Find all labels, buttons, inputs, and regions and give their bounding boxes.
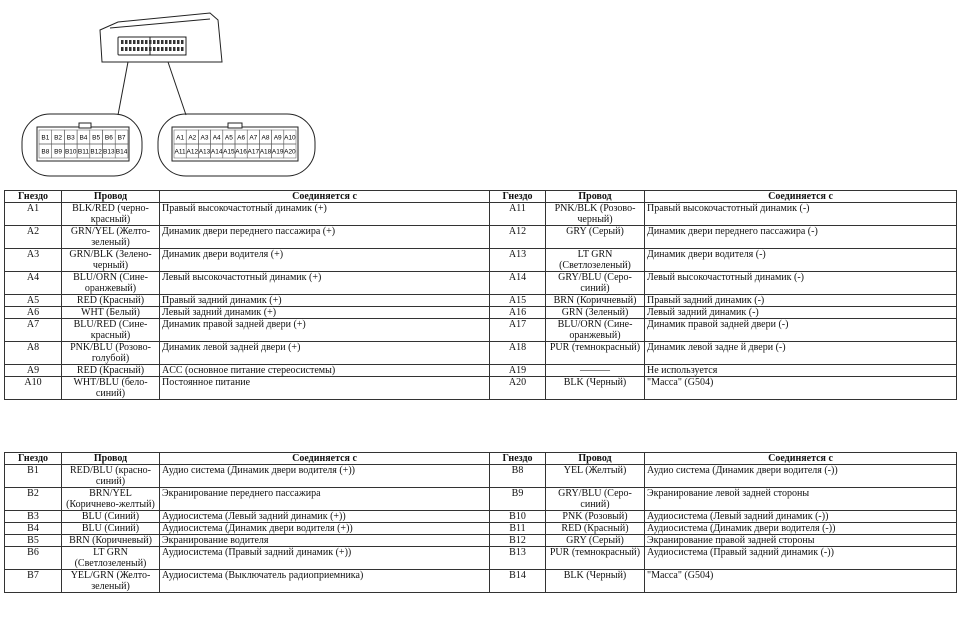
wire-color-cell: GRY (Серый)	[546, 226, 645, 249]
wire-color-cell: PUR (темнокрасный)	[546, 342, 645, 365]
pin-label: B10	[64, 148, 77, 156]
pin-label: A4	[212, 134, 221, 142]
head-unit-pin	[145, 47, 148, 51]
connects-to-cell: Левый задний динамик (+)	[160, 307, 490, 319]
wire-color-cell: GRY/BLU (Серо-синий)	[546, 272, 645, 295]
pin-id-cell: B12	[490, 535, 546, 547]
pin-id-cell: B10	[490, 511, 546, 523]
head-unit-pin	[149, 40, 152, 44]
pin-label: B7	[117, 134, 126, 142]
pin-table-a	[4, 190, 957, 400]
head-unit-pin	[173, 47, 176, 51]
connects-to-cell: "Масса" (G504)	[645, 377, 957, 400]
pin-label: A12	[186, 148, 199, 156]
wire-color-cell: RED/BLU (красно-синий)	[62, 465, 160, 488]
table-row	[5, 547, 957, 570]
connects-to-cell: "Масса" (G504)	[645, 570, 957, 593]
head-unit-pin	[161, 47, 164, 51]
connector-diagram	[0, 0, 960, 190]
table-row	[5, 342, 957, 365]
wire-color-cell: GRY (Серый)	[546, 535, 645, 547]
wire-color-cell: BLU/RED (Сине-красный)	[62, 319, 160, 342]
head-unit-pin	[141, 40, 144, 44]
table-row	[5, 203, 957, 226]
connects-to-cell: Экранирование левой задней стороны	[645, 488, 957, 511]
wire-color-cell: YEL/GRN (Желто-зеленый)	[62, 570, 160, 593]
wire-color-cell: RED (Красный)	[546, 523, 645, 535]
wire-color-cell: WHT/BLU (бело-синий)	[62, 377, 160, 400]
pin-label: B2	[54, 134, 63, 142]
connects-to-cell: Правый высокочастотный динамик (+)	[160, 203, 490, 226]
head-unit-pins	[121, 40, 184, 51]
pin-id-cell: A2	[5, 226, 62, 249]
header-connects: Соединяется с	[160, 191, 490, 203]
pin-id-cell: A4	[5, 272, 62, 295]
table-header-row	[5, 191, 957, 203]
pin-label: B11	[77, 148, 89, 156]
pin-label: A2	[188, 134, 197, 142]
pin-id-cell: A10	[5, 377, 62, 400]
pin-id-cell: B14	[490, 570, 546, 593]
header-wire: Провод	[546, 453, 645, 465]
header-connects: Соединяется с	[160, 453, 490, 465]
head-unit-pin	[125, 47, 128, 51]
header-socket: Гнездо	[490, 191, 546, 203]
connects-to-cell: Динамик левой задней двери (+)	[160, 342, 490, 365]
wire-color-cell: BRN (Коричневый)	[62, 535, 160, 547]
pin-label: A16	[235, 148, 247, 156]
table-row	[5, 465, 957, 488]
header-socket: Гнездо	[490, 453, 546, 465]
pin-table-b	[4, 452, 957, 593]
head-unit-pin	[133, 47, 136, 51]
connects-to-cell: Динамик двери переднего пассажира (-)	[645, 226, 957, 249]
connects-to-cell: Левый высокочастотный динамик (-)	[645, 272, 957, 295]
pin-id-cell: A17	[490, 319, 546, 342]
pin-label: A10	[284, 134, 296, 142]
table-row	[5, 319, 957, 342]
head-unit-pin	[153, 40, 156, 44]
connects-to-cell: Аудиосистема (Выключатель радиоприемника)	[160, 570, 490, 593]
wire-color-cell: BLU/ORN (Сине-оранжевый)	[62, 272, 160, 295]
pin-label: A7	[249, 134, 258, 142]
pin-id-cell: B6	[5, 547, 62, 570]
table-row	[5, 570, 957, 593]
header-connects: Соединяется с	[645, 453, 957, 465]
connects-to-cell: Динамик двери водителя (-)	[645, 249, 957, 272]
header-wire: Провод	[546, 191, 645, 203]
head-unit-pin	[153, 47, 156, 51]
connects-to-cell: Постоянное питание	[160, 377, 490, 400]
connects-to-cell: Не используется	[645, 365, 957, 377]
pin-id-cell: A6	[5, 307, 62, 319]
pin-label: A1	[176, 134, 185, 142]
table-row	[5, 307, 957, 319]
table-row	[5, 535, 957, 547]
wire-color-cell: WHT (Белый)	[62, 307, 160, 319]
connects-to-cell: Экранирование правой задней стороны	[645, 535, 957, 547]
wire-color-cell: BRN (Коричневый)	[546, 295, 645, 307]
header-wire: Провод	[62, 453, 160, 465]
pin-id-cell: A9	[5, 365, 62, 377]
connects-to-cell: Левый высокочастотный динамик (+)	[160, 272, 490, 295]
pin-label: A9	[273, 134, 282, 142]
connects-to-cell: Правый задний динамик (+)	[160, 295, 490, 307]
pin-id-cell: B9	[490, 488, 546, 511]
pin-id-cell: B11	[490, 523, 546, 535]
pin-id-cell: A13	[490, 249, 546, 272]
head-unit-pin	[165, 47, 168, 51]
connects-to-cell: Правый высокочастотный динамик (-)	[645, 203, 957, 226]
connects-to-cell: Динамик двери переднего пассажира (+)	[160, 226, 490, 249]
pin-id-cell: A16	[490, 307, 546, 319]
pin-id-cell: A14	[490, 272, 546, 295]
head-unit-pin	[137, 40, 140, 44]
connects-to-cell: Динамик правой задней двери (-)	[645, 319, 957, 342]
head-unit-pin	[157, 47, 160, 51]
pin-id-cell: A11	[490, 203, 546, 226]
wire-color-cell: YEL (Желтый)	[546, 465, 645, 488]
pin-label: A17	[247, 148, 260, 156]
head-unit-pin	[161, 40, 164, 44]
pin-id-cell: A5	[5, 295, 62, 307]
connects-to-cell: Аудиосистема (Левый задний динамик (+))	[160, 511, 490, 523]
wire-color-cell: ———	[546, 365, 645, 377]
head-unit-pin	[121, 47, 124, 51]
wire-color-cell: LT GRN (Светлозеленый)	[62, 547, 160, 570]
connects-to-cell: Правый задний динамик (-)	[645, 295, 957, 307]
pin-id-cell: A19	[490, 365, 546, 377]
head-unit-pin	[165, 40, 168, 44]
pin-label: B4	[79, 134, 88, 142]
pin-id-cell: B3	[5, 511, 62, 523]
connects-to-cell: Динамик левой задне й двери (-)	[645, 342, 957, 365]
wire-color-cell: GRY/BLU (Серо-синий)	[546, 488, 645, 511]
connects-to-cell: Левый задний динамик (-)	[645, 307, 957, 319]
pin-label: A15	[223, 148, 235, 156]
wire-color-cell: RED (Красный)	[62, 295, 160, 307]
pin-label: A8	[261, 134, 270, 142]
table-row	[5, 295, 957, 307]
pin-id-cell: B2	[5, 488, 62, 511]
head-unit-pin	[133, 40, 136, 44]
connects-to-cell: Аудио система (Динамик двери водителя (+))	[160, 465, 490, 488]
wire-color-cell: GRN/BLK (Зелено-черный)	[62, 249, 160, 272]
head-unit-pin	[137, 47, 140, 51]
pin-label: A6	[237, 134, 246, 142]
wire-color-cell: BLU (Синий)	[62, 523, 160, 535]
pin-label: B1	[41, 134, 50, 142]
pin-label: B3	[66, 134, 75, 142]
connects-to-cell: Аудиосистема (Правый задний динамик (-))	[645, 547, 957, 570]
header-wire: Провод	[62, 191, 160, 203]
connects-to-cell: Динамик двери водителя (+)	[160, 249, 490, 272]
head-unit-drawing	[100, 13, 222, 115]
pin-label: A20	[284, 148, 296, 156]
pin-id-cell: A8	[5, 342, 62, 365]
connects-to-cell: Экранирование водителя	[160, 535, 490, 547]
pin-label: A13	[198, 148, 211, 156]
pin-label: A3	[200, 134, 209, 142]
connects-to-cell: Аудиосистема (Правый задний динамик (+))	[160, 547, 490, 570]
head-unit-pin	[177, 47, 180, 51]
table-row	[5, 523, 957, 535]
pin-label: A19	[271, 148, 284, 156]
head-unit-pin	[177, 40, 180, 44]
pin-id-cell: B5	[5, 535, 62, 547]
pin-id-cell: A3	[5, 249, 62, 272]
wire-color-cell: PNK/BLU (Розово-голубой)	[62, 342, 160, 365]
connects-to-cell: Динамик правой задней двери (+)	[160, 319, 490, 342]
pin-label: A18	[259, 148, 272, 156]
table-row	[5, 272, 957, 295]
pin-id-cell: B7	[5, 570, 62, 593]
connector-a	[158, 114, 315, 176]
header-connects: Соединяется с	[645, 191, 957, 203]
table-row	[5, 511, 957, 523]
head-unit-pin	[181, 40, 184, 44]
pin-label: B14	[115, 148, 128, 156]
table-row	[5, 377, 957, 400]
wire-color-cell: RED (Красный)	[62, 365, 160, 377]
head-unit-pin	[141, 47, 144, 51]
pin-label: B8	[41, 148, 50, 156]
wire-color-cell: BLK (Черный)	[546, 377, 645, 400]
connects-to-cell: Аудиосистема (Динамик двери водителя (-))	[645, 523, 957, 535]
connects-to-cell: Аудио система (Динамик двери водителя (-))	[645, 465, 957, 488]
pin-label: B13	[103, 148, 115, 156]
head-unit-pin	[169, 47, 172, 51]
connects-to-cell: Аудиосистема (Динамик двери водителя (+))	[160, 523, 490, 535]
pin-label: A11	[174, 148, 186, 156]
pin-id-cell: B4	[5, 523, 62, 535]
pin-id-cell: A1	[5, 203, 62, 226]
table-header-row	[5, 453, 957, 465]
pin-label: A14	[210, 148, 223, 156]
wire-color-cell: LT GRN (Светлозеленый)	[546, 249, 645, 272]
pin-id-cell: A15	[490, 295, 546, 307]
head-unit-pin	[157, 40, 160, 44]
table-row	[5, 226, 957, 249]
head-unit-pin	[169, 40, 172, 44]
head-unit-pin	[129, 47, 132, 51]
header-socket: Гнездо	[5, 191, 62, 203]
head-unit-pin	[181, 47, 184, 51]
wire-color-cell: GRN (Зеленый)	[546, 307, 645, 319]
table-row	[5, 249, 957, 272]
connects-to-cell: Экранирование переднего пассажира	[160, 488, 490, 511]
wire-color-cell: BLK (Черный)	[546, 570, 645, 593]
wire-color-cell: BLU (Синий)	[62, 511, 160, 523]
wire-color-cell: BLK/RED (черно-красный)	[62, 203, 160, 226]
pin-id-cell: B13	[490, 547, 546, 570]
head-unit-pin	[149, 47, 152, 51]
pin-id-cell: A12	[490, 226, 546, 249]
connects-to-cell: Аудиосистема (Левый задний динамик (-))	[645, 511, 957, 523]
wire-color-cell: PNK/BLK (Розово-черный)	[546, 203, 645, 226]
wire-color-cell: BLU/ORN (Сине-оранжевый)	[546, 319, 645, 342]
pin-label: A5	[224, 134, 233, 142]
header-socket: Гнездо	[5, 453, 62, 465]
wire-color-cell: PNK (Розовый)	[546, 511, 645, 523]
pin-id-cell: B1	[5, 465, 62, 488]
pin-label: B6	[104, 134, 113, 142]
connector-b	[22, 114, 142, 176]
pin-id-cell: A20	[490, 377, 546, 400]
head-unit-pin	[121, 40, 124, 44]
wire-color-cell: GRN/YEL (Желто-зеленый)	[62, 226, 160, 249]
pin-label: B12	[90, 148, 102, 156]
head-unit-pin	[145, 40, 148, 44]
table-row	[5, 365, 957, 377]
pin-id-cell: A18	[490, 342, 546, 365]
pin-label: B9	[54, 148, 63, 156]
head-unit-pin	[129, 40, 132, 44]
wire-color-cell: PUR (темнокрасный)	[546, 547, 645, 570]
connects-to-cell: ACC (основное питание стереосистемы)	[160, 365, 490, 377]
pin-label: B5	[92, 134, 101, 142]
pin-id-cell: A7	[5, 319, 62, 342]
table-row	[5, 488, 957, 511]
wire-color-cell: BRN/YEL (Коричнево-желтый)	[62, 488, 160, 511]
pin-id-cell: B8	[490, 465, 546, 488]
head-unit-pin	[125, 40, 128, 44]
head-unit-pin	[173, 40, 176, 44]
